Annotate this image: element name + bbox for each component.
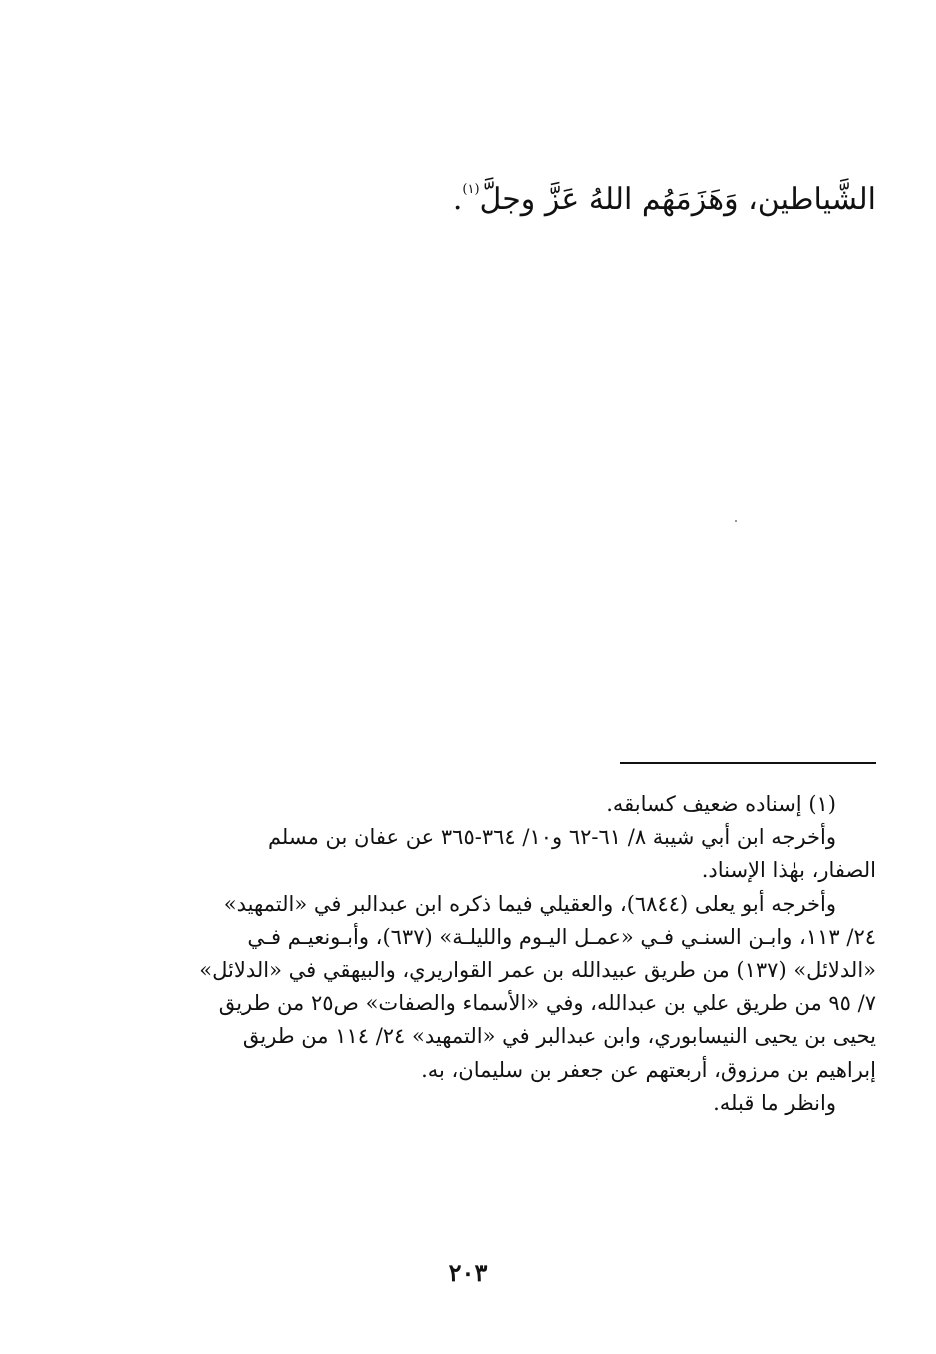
footnote-1: (١) إسناده ضعيف كسابقه. [606,792,836,816]
footnotes-section [156,788,876,1120]
footnote-line: «الدلائل» (١٣٧) من طريق عبيدالله بن عمر القواريري، والبيهقي في «الدلائل» [199,958,876,983]
footnote-line: الصفار، بهٰذا الإسناد. [701,858,876,883]
footnote-line: ٧/ ٩٥ من طريق علي بن عبدالله، وفي «الأسماء والصفات» ص٢٥ من طريق [218,991,876,1016]
main-text-line [116,178,876,222]
footnote-line: ٢٤/ ١١٣، وابـن السنـي فـي «عمـل اليـوم والليلـة» (٦٣٧)، وأبـونعيـم فـي [247,924,876,949]
footnote-paragraph-2 [156,821,876,887]
footnote-line: يحيى بن يحيى النيسابوري، وابن عبدالبر في «التمهيد» ٢٤/ ١١٤ من طريق [242,1024,876,1049]
paper-speck [735,520,737,522]
footnote-line: وأخرجه ابن أبي شيبة ٨/ ٦١-٦٢ و١٠/ ٣٦٤-٣٦٥ عن عفان بن مسلم [267,825,836,850]
page-number: ٢٠٣ [448,1258,488,1287]
footnote-line: إبراهيم بن مرزوق، أربعتهم عن جعفر بن سليمان، به. [421,1057,876,1082]
main-text-end: . [452,182,463,217]
footnote-paragraph-4: وانظر ما قبله. [713,1090,836,1115]
footnote-separator [620,762,876,764]
footnote-marker: (١) [462,182,480,197]
footnote-paragraph-3 [156,888,876,1087]
footnote-line: وأخرجه أبو يعلى (٦٨٤٤)، والعقيلي فيما ذكره ابن عبدالبر في «التمهيد» [223,891,836,916]
main-text: الشَّياطين، وَهَزَمَهُم اللهُ عَزَّ وجلَّ [479,182,876,217]
